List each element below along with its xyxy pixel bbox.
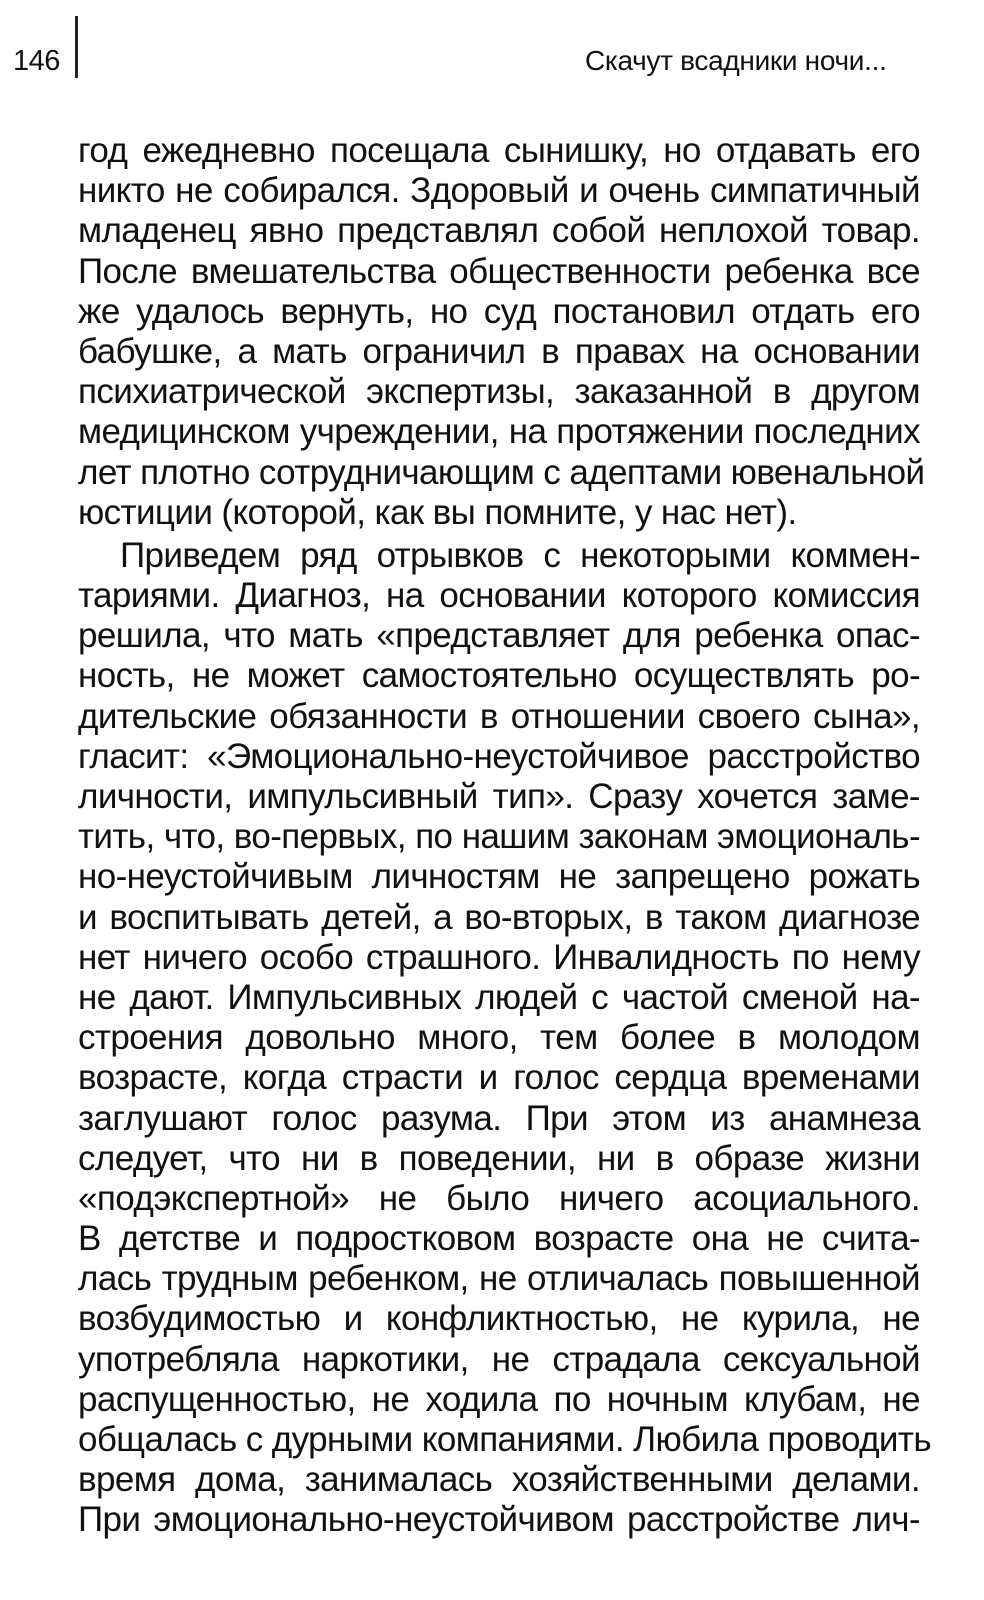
paragraph-2 (78, 535, 931, 1541)
text-line: младенец явно представлял собой неплохой товар. (78, 211, 920, 251)
text-line: строения довольно много, тем более в молодом (78, 1018, 920, 1058)
text-line: В детстве и подростковом возрасте она не счита- (78, 1219, 920, 1259)
text-line: тариями. Диагноз, на основании которого комиссия (78, 576, 920, 616)
text-line: После вмешательства общественности ребенка все (78, 251, 920, 291)
text-line: гласит: «Эмоционально-неустойчивое расстройство (78, 736, 920, 776)
text-line: личности, импульсивный тип». Сразу хочется заме- (78, 777, 920, 816)
text-line: дительские обязанности в отношении своего сына», (78, 696, 920, 736)
text-line: ность, не может самостоятельно осуществлять ро- (78, 656, 920, 696)
text-line: психиатрической экспертизы, заказанной в другом (78, 372, 920, 412)
text-line: употребляла наркотики, не страдала сексуальной (78, 1339, 920, 1379)
text-line: и воспитывать детей, а во-вторых, в таком диагнозе (78, 897, 920, 937)
running-title: Скачут всадники ночи... (585, 45, 887, 76)
body-text (78, 131, 931, 1541)
text-line: возбудимостью и конфликтностью, не курила, не (78, 1299, 920, 1339)
text-line: распущенностью, не ходила по ночным клубам, не (78, 1379, 920, 1419)
page-number: 146 (13, 45, 60, 77)
header-divider (75, 16, 78, 78)
text-line: решила, что мать «представляет для ребенка опас- (78, 616, 920, 656)
text-line: тить, что, во-первых, по нашим законам эмоциональ- (78, 817, 920, 857)
text-line: следует, что ни в поведении, ни в образе жизни (78, 1138, 920, 1178)
text-line: лась трудным ребенком, не отличалась повышенной (78, 1259, 920, 1299)
text-line: Приведем ряд отрывков с некоторыми коммен- (120, 535, 920, 575)
text-line: общалась с дурными компаниями. Любила проводить (78, 1420, 931, 1459)
text-line: лет плотно сотрудничающим с адептами ювенальной (78, 452, 925, 492)
text-line: бабушке, а мать ограничил в правах на основании (78, 331, 920, 371)
text-line: медицинском учреждении, на протяжении последних (78, 412, 920, 452)
text-line: возрасте, когда страсти и голос сердца временами (78, 1058, 920, 1098)
text-line: При эмоционально-неустойчивом расстройстве лич- (78, 1500, 920, 1540)
text-line: заглушают голос разума. При этом из анамнеза (78, 1098, 920, 1138)
text-line: «подэкспертной» не было ничего асоциального. (78, 1178, 920, 1218)
text-line: год ежедневно посещала сынишку, но отдавать его (78, 131, 920, 170)
text-line: но-неустойчивым личностям не запрещено рожать (78, 857, 920, 897)
text-line: время дома, занималась хозяйственными делами. (78, 1460, 920, 1500)
text-line: не дают. Импульсивных людей с частой сменой на- (78, 977, 920, 1017)
text-line: юстиции (которой, как вы помните, у нас нет). (78, 492, 797, 532)
text-line: же удалось вернуть, но суд постановил отдать его (78, 291, 920, 331)
text-line: никто не собирался. Здоровый и очень симпатичный (78, 171, 920, 211)
paragraph-1 (78, 131, 925, 533)
text-line: нет ничего особо страшного. Инвалидность по нему (78, 937, 920, 977)
